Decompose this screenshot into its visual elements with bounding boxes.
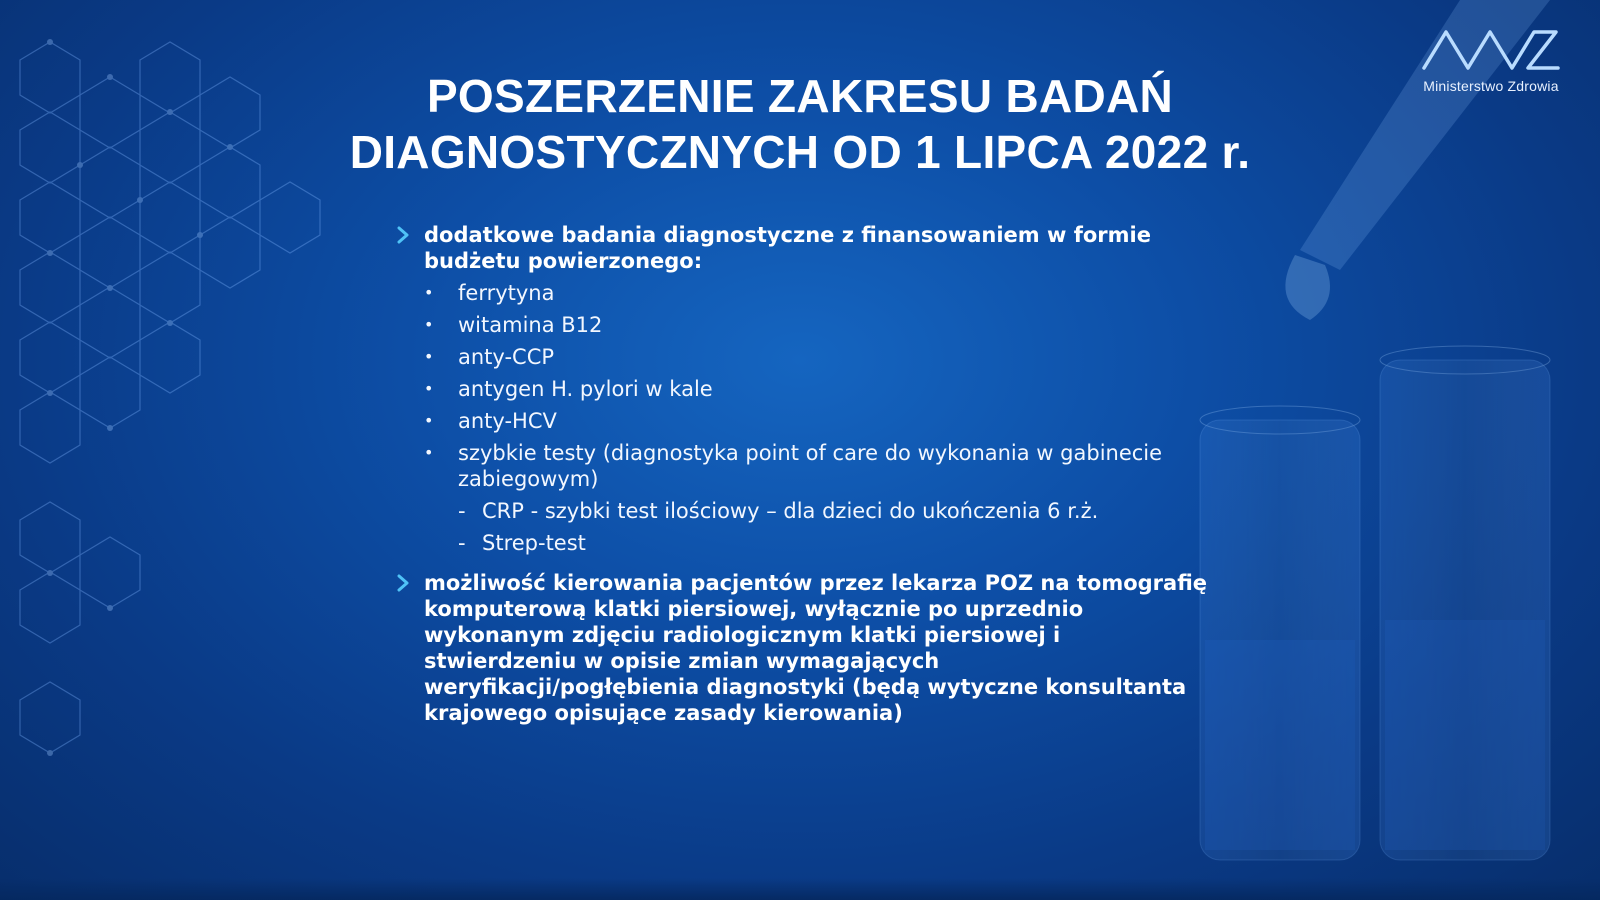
ministry-logo: [1416, 26, 1566, 94]
main-bullet-additional-tests: [396, 222, 1216, 556]
list-item: • witamina B12: [424, 313, 603, 337]
main-bullet-ct-referral: [396, 570, 1216, 726]
main-bullet-text: dodatkowe badania diagnostyczne z finansowaniem w formie budżetu powierzonego:: [424, 223, 1151, 273]
logo-text: Ministerstwo Zdrowia: [1423, 78, 1559, 94]
bullet-dot-icon: •: [424, 347, 434, 366]
list-item: • szybkie testy (diagnostyka point of care do wykonania w gabinecie zabiegowym): [424, 441, 1163, 491]
bullet-dot-icon: •: [424, 411, 434, 430]
list-item: • anty-HCV: [424, 409, 557, 433]
bullet-dot-icon: •: [424, 315, 434, 334]
sub-bullet-list: [424, 280, 1216, 556]
bullet-dot-icon: •: [424, 379, 434, 398]
ministry-logo-mark-icon: [1420, 26, 1562, 74]
list-item: • anty-CCP: [424, 345, 555, 369]
list-item: • antygen H. pylori w kale: [424, 377, 713, 401]
list-item: - Strep-test: [458, 531, 586, 555]
dash-icon: -: [458, 499, 466, 523]
chevron-right-icon: [396, 226, 410, 244]
bottom-band: [0, 878, 1600, 900]
title-line-1: POSZERZENIE ZAKRESU BADAŃ: [426, 70, 1174, 122]
bullet-dot-icon: •: [424, 283, 434, 302]
slide-title: [280, 68, 1320, 180]
bullet-dot-icon: •: [424, 443, 434, 462]
main-bullet-text: możliwość kierowania pacjentów przez lekarza POZ na tomografię komputerową klatki piersiowej, wyłącznie po uprzednio wykonanym zdjęciu radiologicznym klatki piersiowej i stwierdzeniu w opisie zmian wymagających weryfikacji/pogłębienia diagnostyki (będą wytyczne konsultanta krajowego opisujące zasady kierowania): [424, 571, 1208, 725]
list-item: - CRP - szybki test ilościowy – dla dzieci do ukończenia 6 r.ż.: [458, 499, 1099, 523]
list-item: • ferrytyna: [424, 281, 555, 305]
slide-content: [396, 222, 1216, 726]
chevron-right-icon: [396, 574, 410, 592]
title-line-2: DIAGNOSTYCZNYCH OD 1 LIPCA 2022 r.: [349, 126, 1251, 178]
dash-icon: -: [458, 531, 466, 555]
nested-dash-list: [424, 498, 1216, 556]
